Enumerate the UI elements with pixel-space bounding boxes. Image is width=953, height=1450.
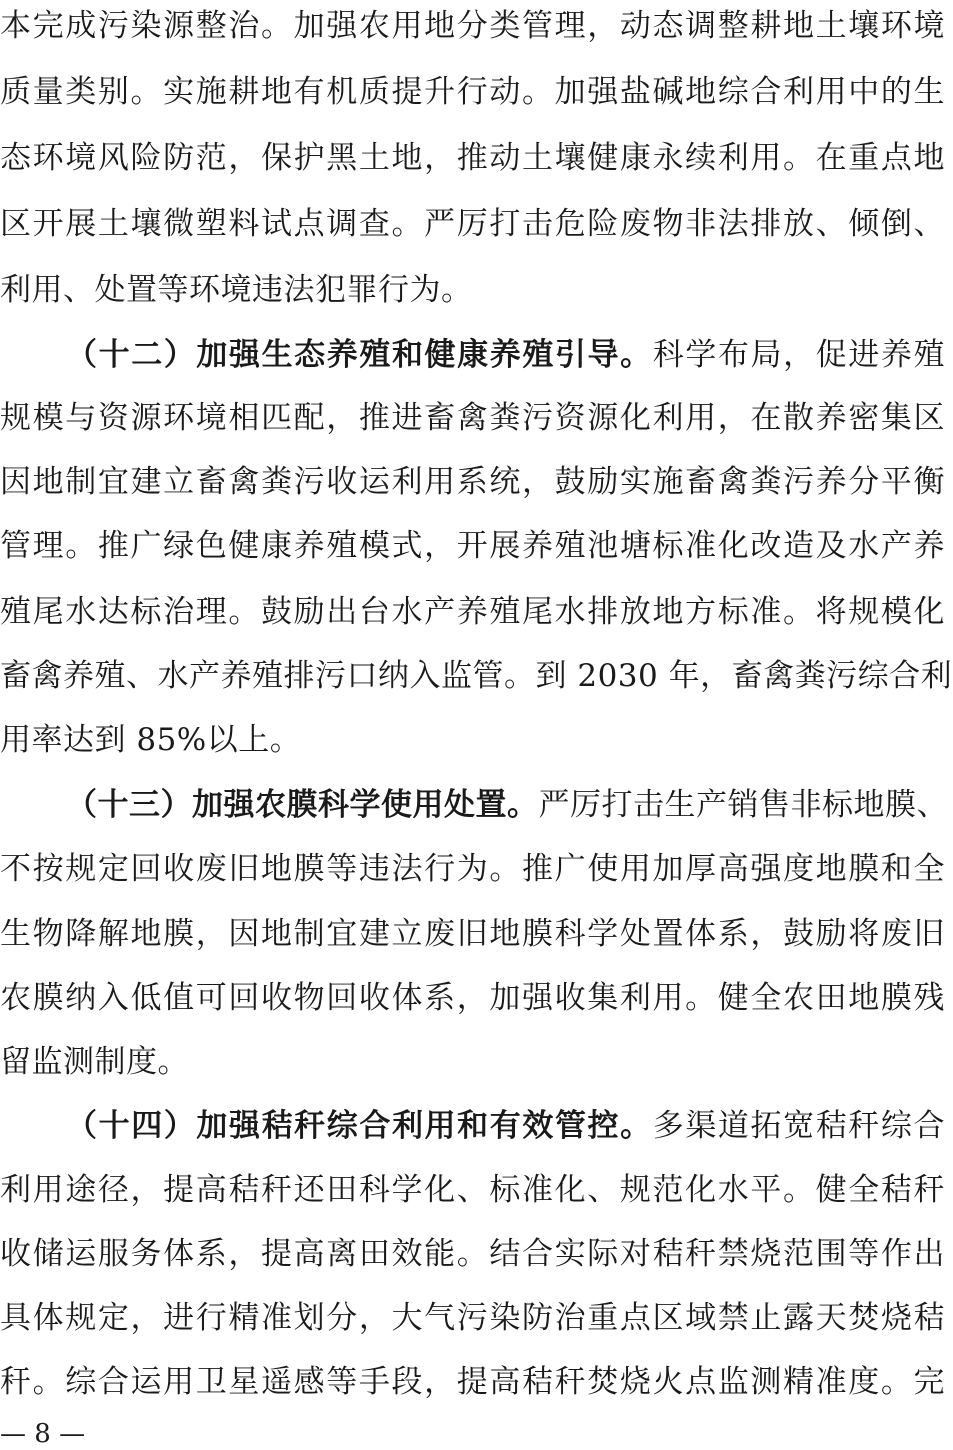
text-line: 利用途径，提高秸秆还田科学化、标准化、规范化水平。健全秸秆 [0, 1172, 945, 1208]
text-line: 态环境风险防范，保护黑土地，推动土壤健康永续利用。在重点地 [0, 140, 945, 176]
text-line: 本完成污染源整治。加强农用地分类管理，动态调整耕地土壤环境 [0, 8, 945, 44]
paragraph-first-line [66, 1106, 945, 1146]
text-line: 具体规定，进行精准划分，大气污染防治重点区域禁止露天焚烧秸 [0, 1300, 945, 1336]
page-number: — 8 — [0, 1419, 86, 1449]
section-heading: （十三）加强农膜科学使用处置。 [66, 787, 539, 823]
text-line: 农膜纳入低值可回收物回收体系，加强收集利用。健全农田地膜残 [0, 980, 945, 1016]
paragraph-first-line [66, 335, 945, 375]
text-line: 留监测制度。 [0, 1044, 189, 1080]
text-run: 严厉打击生产销售非标地膜、 [538, 787, 948, 823]
text-line: 殖尾水达标治理。鼓励出台水产养殖尾水排放地方标准。将规模化 [0, 594, 945, 630]
text-line: 秆。综合运用卫星遥感等手段，提高秸秆焚烧火点监测精准度。完 [0, 1364, 945, 1400]
paragraph-first-line [66, 785, 948, 825]
section-heading: （十二）加强生态养殖和健康养殖引导。 [66, 337, 653, 373]
text-line: 生物降解地膜，因地制宜建立废旧地膜科学处置体系，鼓励将废旧 [0, 916, 945, 952]
text-line: 收储运服务体系，提高离田效能。结合实际对秸秆禁烧范围等作出 [0, 1236, 945, 1272]
text-line: 用率达到 85%以上。 [0, 722, 302, 758]
text-line: 区开展土壤微塑料试点调查。严厉打击危险废物非法排放、倾倒、 [0, 206, 945, 242]
text-line: 因地制宜建立畜禽粪污收运利用系统，鼓励实施畜禽粪污养分平衡 [0, 464, 945, 500]
text-line: 规模与资源环境相匹配，推进畜禽粪污资源化利用，在散养密集区 [0, 400, 945, 436]
text-line: 不按规定回收废旧地膜等违法行为。推广使用加厚高强度地膜和全 [0, 851, 945, 887]
text-run: 多渠道拓宽秸秆综合 [652, 1108, 946, 1144]
text-line: 畜禽养殖、水产养殖排污口纳入监管。到 2030 年，畜禽粪污综合利 [0, 658, 953, 694]
text-line: 利用、处置等环境违法犯罪行为。 [0, 272, 473, 308]
section-heading: （十四）加强秸秆综合利用和有效管控。 [66, 1108, 653, 1144]
text-run: 科学布局，促进养殖 [652, 337, 946, 373]
text-line: 管理。推广绿色健康养殖模式，开展养殖池塘标准化改造及水产养 [0, 528, 945, 564]
text-line: 质量类别。实施耕地有机质提升行动。加强盐碱地综合利用中的生 [0, 74, 945, 110]
